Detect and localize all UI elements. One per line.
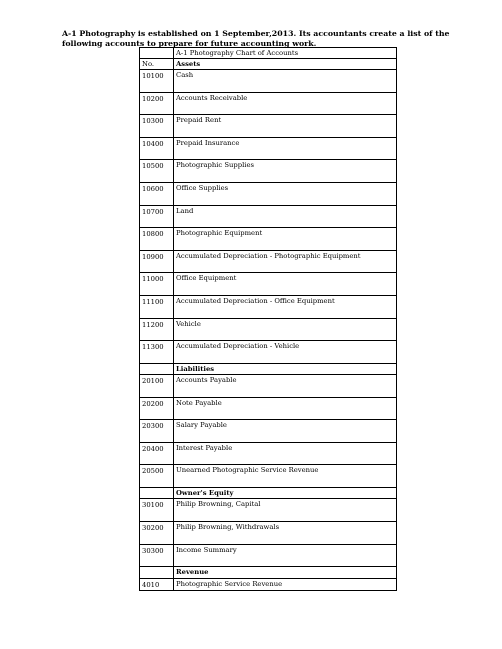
table-title-row [140,48,397,59]
account-name: Note Payable [174,397,397,420]
account-number: 20500 [140,465,174,488]
account-name: Cash [174,69,397,92]
intro-paragraph: A-1 Photography is established on 1 September,2013. Its accountants create a list of the following accounts to prepare for future accounting work. [62,29,450,48]
table-row [140,295,397,318]
table-row [140,137,397,160]
table-row [140,397,397,420]
account-name: Accumulated Depreciation - Office Equipment [174,295,397,318]
account-number: 20400 [140,442,174,465]
section-heading-row [140,567,397,578]
table-row [140,115,397,138]
account-name: Accumulated Depreciation - Vehicle [174,341,397,364]
account-name: Photographic Equipment [174,228,397,251]
account-name: Accumulated Depreciation - Photographic Equipment [174,250,397,273]
table-row [140,341,397,364]
table-row [140,522,397,545]
table-row [140,544,397,567]
table-row [140,375,397,398]
account-number: 11200 [140,318,174,341]
account-number: 4010 [140,578,174,590]
section-number-cell [140,488,174,499]
section-number-cell: No. [140,58,174,69]
account-number: 30200 [140,522,174,545]
section-number-cell [140,567,174,578]
table-row [140,228,397,251]
table-row [140,182,397,205]
table-row [140,499,397,522]
account-number: 11000 [140,273,174,296]
account-number: 10400 [140,137,174,160]
account-number: 11100 [140,295,174,318]
section-heading: Assets [174,58,397,69]
account-name: Philip Browning, Withdrawals [174,522,397,545]
account-name: Salary Payable [174,420,397,443]
account-name: Prepaid Rent [174,115,397,138]
account-name: Interest Payable [174,442,397,465]
table-title: A-1 Photography Chart of Accounts [174,48,397,59]
account-name: Land [174,205,397,228]
account-number: 20100 [140,375,174,398]
table-row [140,205,397,228]
table-title-spacer [140,48,174,59]
account-name: Vehicle [174,318,397,341]
table-row [140,273,397,296]
section-heading-row [140,488,397,499]
account-number: 10900 [140,250,174,273]
account-name: Accounts Payable [174,375,397,398]
chart-of-accounts-body [140,48,397,591]
account-name: Prepaid Insurance [174,137,397,160]
section-number-cell [140,363,174,374]
account-number: 10300 [140,115,174,138]
table-row [140,250,397,273]
account-number: 10600 [140,182,174,205]
table-row [140,420,397,443]
account-name: Income Summary [174,544,397,567]
account-number: 30100 [140,499,174,522]
section-heading-row [140,363,397,374]
account-number: 10700 [140,205,174,228]
table-row [140,442,397,465]
account-number: 10100 [140,69,174,92]
account-number: 10800 [140,228,174,251]
chart-of-accounts-table [139,47,397,591]
table-row [140,318,397,341]
account-name: Philip Browning, Capital [174,499,397,522]
account-name: Office Equipment [174,273,397,296]
section-heading: Owner's Equity [174,488,397,499]
account-number: 30300 [140,544,174,567]
account-name: Accounts Receivable [174,92,397,115]
account-number: 20200 [140,397,174,420]
section-heading-row [140,58,397,69]
account-number: 10500 [140,160,174,183]
table-row [140,465,397,488]
account-number: 20300 [140,420,174,443]
table-row [140,69,397,92]
account-name: Office Supplies [174,182,397,205]
account-number: 11300 [140,341,174,364]
table-row [140,578,397,590]
account-number: 10200 [140,92,174,115]
table-row [140,92,397,115]
account-name: Unearned Photographic Service Revenue [174,465,397,488]
account-name: Photographic Service Revenue [174,578,397,590]
account-name: Photographic Supplies [174,160,397,183]
section-heading: Revenue [174,567,397,578]
table-row [140,160,397,183]
section-heading: Liabilities [174,363,397,374]
